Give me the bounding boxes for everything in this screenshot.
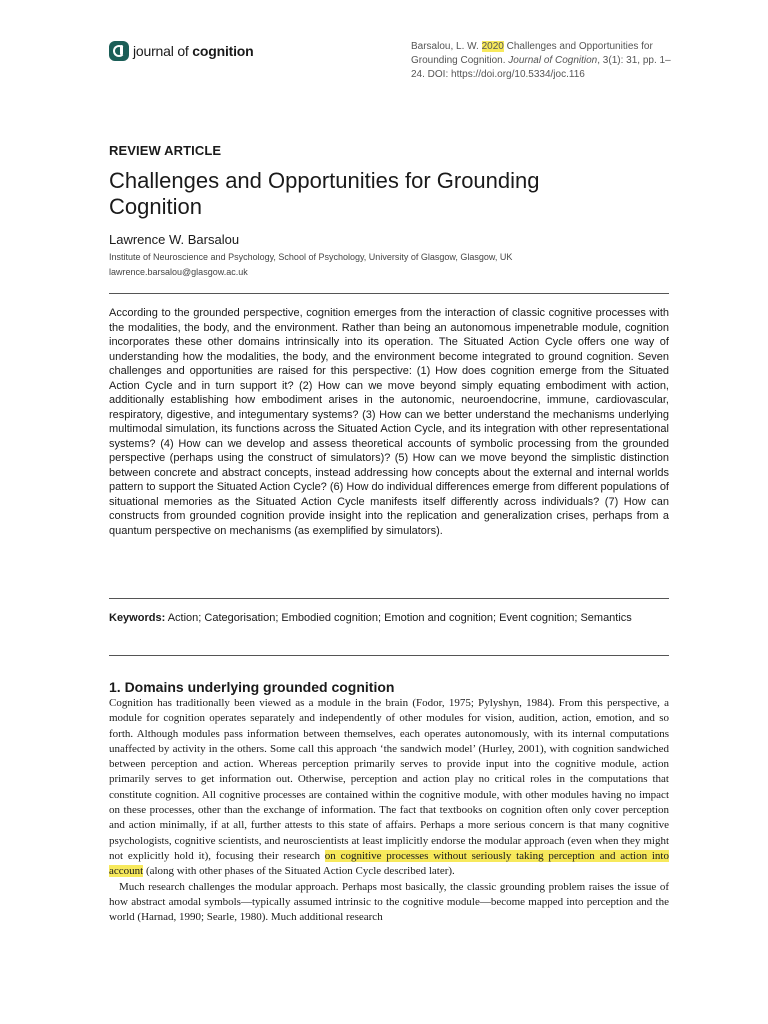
author-name: Lawrence W. Barsalou: [109, 232, 240, 247]
keywords-list: Action; Categorisation; Embodied cognition; Emotion and cognition; Event cognition; Semantics: [165, 612, 632, 624]
section-heading: 1. Domains underlying grounded cognition: [109, 679, 395, 695]
article-title: Challenges and Opportunities for Grounding Cognition: [109, 168, 540, 219]
body-paragraph-2: Much research challenges the modular approach. Perhaps most basically, the classic grounding problem raises the issue of how abstract amodal symbols—typically assumed intrinsic to the cognitive module—become mapped into perception and the world (Harnad, 1990; Searle, 1980). Much additional research: [109, 880, 669, 924]
author-email[interactable]: lawrence.barsalou@glasgow.ac.uk: [109, 267, 248, 277]
divider-abstract: [109, 598, 669, 599]
citation-year-highlight: 2020: [481, 41, 504, 52]
citation-title: Challenges and Opportunities for Grounding Cognition.: [411, 41, 653, 66]
journal-logo-text: journal of cognition: [133, 43, 254, 59]
citation-authors: Barsalou, L. W.: [411, 41, 482, 52]
author-affiliation: Institute of Neuroscience and Psychology, School of Psychology, University of Glasgow, Glasgow, UK: [109, 252, 513, 262]
citation-volume-doi: , 3(1): 31, pp. 1–24. DOI: https://doi.org/10.5334/joc.116: [411, 55, 671, 80]
divider-keywords: [109, 655, 669, 656]
body-highlight: on cognitive processes without seriously taking perception and action into account: [109, 849, 669, 878]
journal-logo-icon: [109, 41, 129, 61]
divider-top: [109, 293, 669, 294]
body-paragraph-1: Cognition has traditionally been viewed as a module in the brain (Fodor, 1975; Pylyshyn, 1984). From this perspective, a module for cognition operates separately and independently of other modules for vision, audition, action, emotion, and so forth. Although modules pass information between themselves, each operates autonomously, with its internal computations unaffected by activity in the others. Some call this approach ‘the sandwich model’ (Hurley, 2001), with cognition sandwiched between perception and action. Whereas perception primarily serves to provide input into the cognitive module, action primarily serves to get information out. Otherwise, perception and action play no critical roles in the computations that constitute cognition. All cognitive processes are contained within the cognitive module, with other modules having no impact on these processes, other than the exchange of information. The fact that textbooks on cognition often only cover perception and action minimally, if at all, further attests to this state of affairs. Perhaps a more serious concern is that many cognitive psychologists, cognitive scientists, and neuroscientists at least implicitly endorse the modular approach (even when they might not explicitly hold it), focusing their research on cognitive processes without seriously taking perception and action into account (along with other phases of the Situated Action Cycle described later).: [109, 697, 669, 878]
abstract-text: According to the grounded perspective, cognition emerges from the interaction of classic cognitive processes with the modalities, the body, and the environment. Rather than being an autonomous impenetrable module, cognition incorporates these other domains intrinsically into its operation. The Situated Action Cycle offers one way of understanding how the modalities, the body, and the environment become integrated to ground cognition. Seven challenges and opportunities are raised for this perspective: (1) How does cognition emerge from the Situated Action Cycle and in turn support it? (2) How can we move beyond simply equating embodiment with action, additionally establishing how embodiment arises in the autonomic, neuroendocrine, immune, cardiovascular, respiratory, digestive, and integumentary systems? (3) How can we better understand the mechanisms underlying multimodal simulation, its functions across the Situated Action Cycle, and its integration with other representational systems? (4) How can we develop and assess theoretical accounts of symbolic processing from the grounded perspective (perhaps using the construct of simulators)? (5) How can we move beyond the simplistic distinction between concrete and abstract concepts, instead addressing how concepts about the external and internal worlds pattern to support the Situated Action Cycle? (6) How do individual differences emerge from different populations of situational memories as the Situated Action Cycle manifests itself differently across individuals? (7) How can constructs from grounded cognition provide insight into the replication and generalization crises, perhaps from a quantum perspective on mechanisms (as exemplified by simulators).: [109, 307, 669, 537]
keywords: [109, 611, 669, 626]
article-type-label: REVIEW ARTICLE: [109, 143, 222, 158]
citation-block: [411, 40, 673, 82]
keywords-label: Keywords:: [109, 612, 166, 624]
journal-logo[interactable]: [109, 41, 253, 61]
section-body: [109, 696, 669, 925]
citation-journal: Journal of Cognition: [508, 55, 598, 66]
